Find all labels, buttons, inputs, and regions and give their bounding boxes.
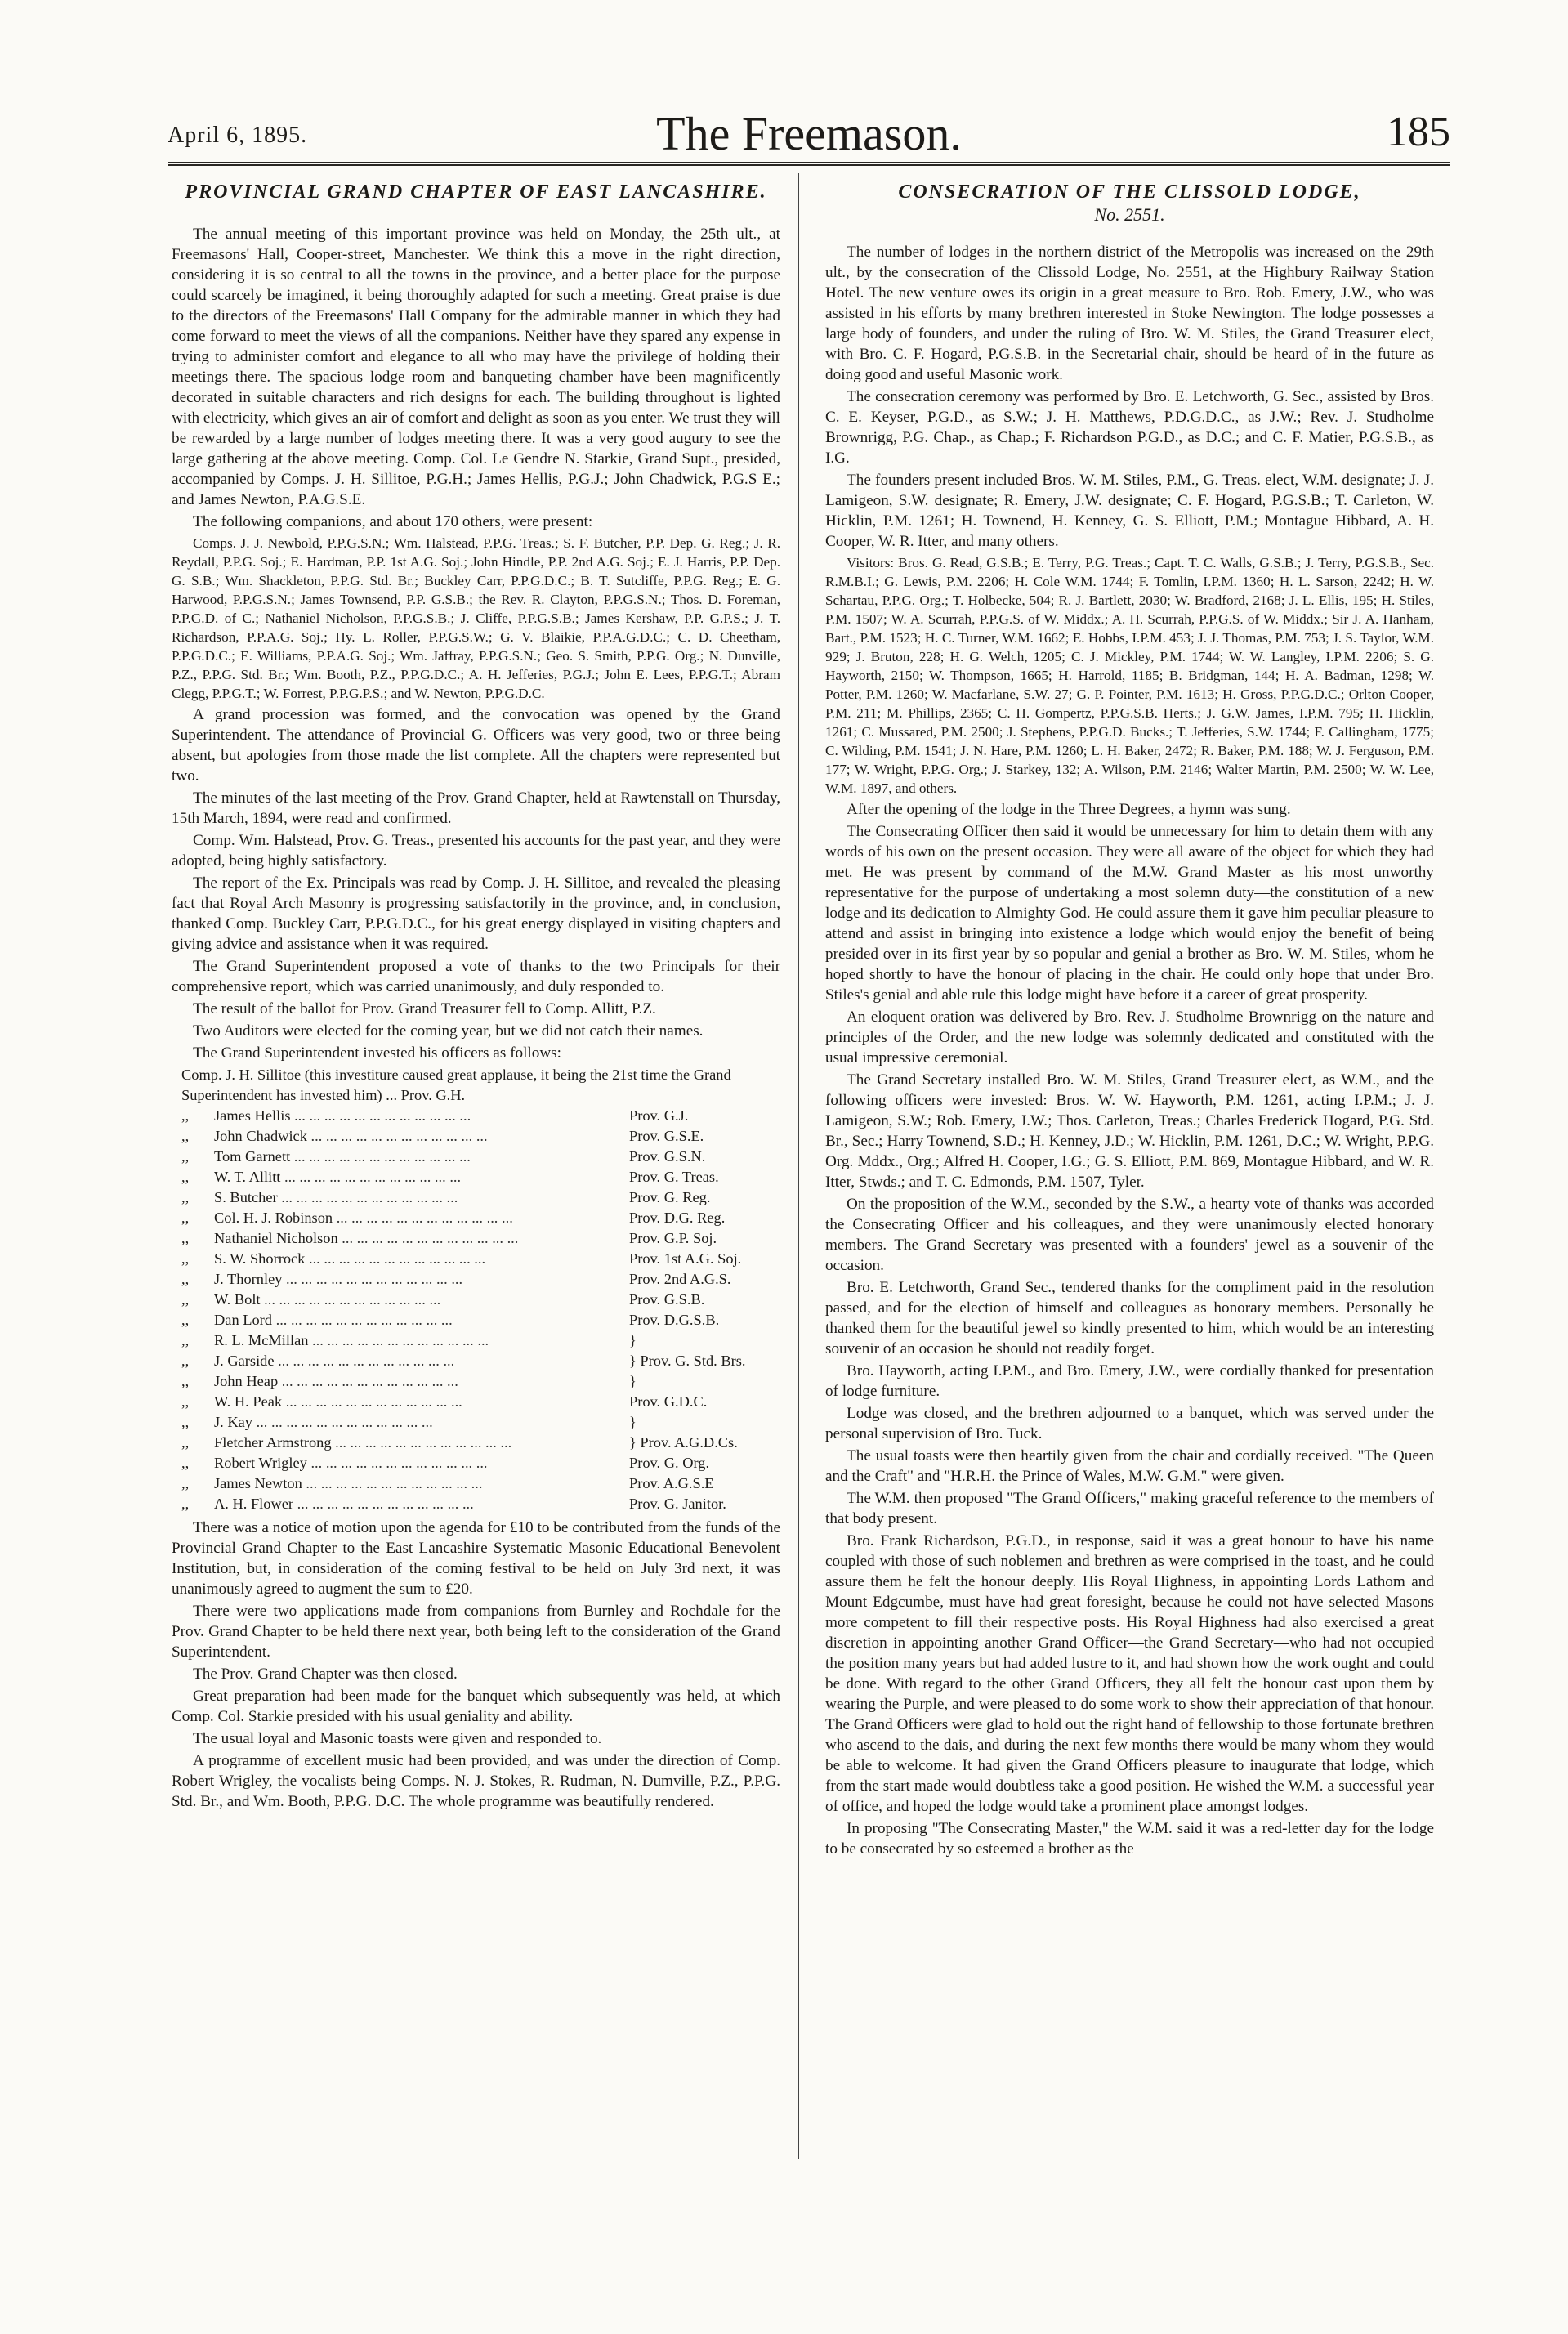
- column-divider: [798, 173, 799, 2159]
- officer-row: [172, 1249, 780, 1269]
- officer-row: [172, 1290, 780, 1310]
- officer-name: S. W. Shorrock ...: [214, 1249, 629, 1269]
- officer-name: A. H. Flower ...: [214, 1494, 629, 1514]
- ditto-mark: ,,: [181, 1271, 190, 1287]
- officer-office: Prov. G. Treas.: [629, 1169, 719, 1185]
- officer-name: J. Garside ...: [214, 1351, 629, 1371]
- officer-name: J. Kay ...: [214, 1412, 629, 1433]
- paragraph: The number of lodges in the northern district of the Metropolis was increased on the 29th ult., by the consecration of the Clissold Lodge, No. 2551, at the Highbury Railway Station Hotel. The new venture owes its origin in a great measure to Bro. Rob. Emery, J.W., who was assisted in his efforts by many brethren interested in Stoke Newington. The lodge possesses a large body of founders, and under the ruling of Bro. W. M. Stiles, the Grand Treasurer elect, with Bro. C. F. Hogard, P.G.S.B. in the Secretarial chair, should be heard of in the future as doing good and useful Masonic work.: [825, 244, 1434, 383]
- ditto-mark: ,,: [181, 1393, 190, 1410]
- ditto-mark: ,,: [181, 1475, 190, 1491]
- paragraph: The Grand Secretary installed Bro. W. M. Stiles, Grand Treasurer elect, as W.M., and the following officers were invested: Bros. W. W. Hayworth, P.M. 1261, acting I.P.M.; J. J. Lamigeon, S.W.; Rob. Emery, J.W.; Thos. Carleton, Treas.; Charles Frederick Hogard, P.G. Std. Br., Sec.; Harry Townend, S.D.; H. Kenney, J.D.; W. Hicklin, P.M. 1261, D.C.; W. Wright, P.P.G. Org. Mddx., Org.; Alfred H. Cooper, I.G.; G. S. Elliott, P.M. 869, Montague Hibbard, and W. R. Itter, Stwds.; and T. C. Edmonds, P.M. 1507, Tyler.: [825, 1071, 1434, 1191]
- ditto-mark: ,,: [181, 1353, 190, 1369]
- officer-name: James Hellis ...: [214, 1106, 629, 1126]
- officer-row: [172, 1208, 780, 1228]
- officer-office: }: [629, 1332, 637, 1348]
- officer-name: R. L. McMillan ...: [214, 1330, 629, 1351]
- officer-name: W. T. Allitt ...: [214, 1167, 629, 1187]
- ditto-mark: ,,: [181, 1148, 190, 1165]
- paragraph: The result of the ballot for Prov. Grand Treasurer fell to Comp. Allitt, P.Z.: [193, 1000, 656, 1017]
- paragraph: Comp. Wm. Halstead, Prov. G. Treas., presented his accounts for the past year, and they were adopted, being highly satisfactory.: [172, 832, 780, 870]
- officer-office: Prov. G. Reg.: [629, 1189, 711, 1205]
- ditto-mark: ,,: [181, 1332, 190, 1348]
- officer-row: [172, 1392, 780, 1412]
- masthead: [168, 105, 1450, 166]
- officer-office: Prov. D.G.S.B.: [629, 1312, 720, 1328]
- ditto-mark: ,,: [181, 1209, 190, 1226]
- paragraph: The annual meeting of this important province was held on Monday, the 25th ult., at Freemasons' Hall, Cooper-street, Manchester. We think this a move in the right direction, considering it is so central to all the towns in the province, and a better place for the purpose could scarcely be imagined, it being thoroughly adapted for such a meeting. Great praise is due to the directors of the Freemasons' Hall Company for the admirable manner in which they had come forward to meet the views of all the companions. Neither have they spared any expense in trying to administer comfort and elegance to all who may have the privilege of holding their meetings there. The spacious lodge room and banqueting chamber have been magnificently decorated in suitable characters and rich designs for each. The building throughout is lighted with electricity, which gives an air of comfort and delight as soon as you enter. We trust they will be rewarded by a large number of lodges meeting there. It was a very good augury to see the large gathering at the above meeting. Comp. Col. Le Gendre N. Starkie, Grand Supt., presided, accompanied by Comps. J. H. Sillitoe, P.G.H.; James Hellis, P.G.J.; John Chadwick, P.G.S E.; and James Newton, P.A.G.S.E.: [172, 226, 780, 508]
- paragraph: Bro. Hayworth, acting I.P.M., and Bro. Emery, J.W., were cordially thanked for presentation of lodge furniture.: [825, 1362, 1434, 1400]
- paragraph: A programme of excellent music had been provided, and was under the direction of Comp. Robert Wrigley, the vocalists being Comps. N. J. Stokes, R. Rudman, N. Dumville, P.Z., P.P.G. Std. Br., and Wm. Booth, P.P.G. D.C. The whole programme was beautifully rendered.: [172, 1752, 780, 1810]
- officer-name: James Newton ...: [214, 1473, 629, 1494]
- officer-office: } Prov. G. Std. Brs.: [629, 1353, 746, 1369]
- paragraph: There was a notice of motion upon the agenda for £10 to be contributed from the funds of the Provincial Grand Chapter to the East Lancashire Systematic Masonic Educational Benevolent Institution, but, in consideration of the coming festival to be held on July 3rd next, it was unanimously agreed to augment the sum to £20.: [172, 1519, 780, 1598]
- officer-row: [172, 1412, 780, 1433]
- article-subtitle: No. 2551.: [1094, 204, 1165, 225]
- officer-row: [172, 1126, 780, 1147]
- officer-row: [172, 1433, 780, 1453]
- paragraph: After the opening of the lodge in the Three Degrees, a hymn was sung.: [847, 801, 1291, 818]
- article-title: PROVINCIAL GRAND CHAPTER OF EAST LANCASHIRE.: [185, 181, 767, 203]
- officer-office: Prov. D.G. Reg.: [629, 1209, 726, 1226]
- paragraph: The minutes of the last meeting of the Prov. Grand Chapter, held at Rawtenstall on Thursday, 15th March, 1894, were read and confirmed.: [172, 789, 780, 827]
- officer-row: [172, 1167, 780, 1187]
- officer-row: [172, 1187, 780, 1208]
- paragraph: The following companions, and about 170 others, were present:: [193, 513, 593, 530]
- paragraph: The Prov. Grand Chapter was then closed.: [193, 1666, 458, 1683]
- officer-office: Prov. G.J.: [629, 1107, 689, 1124]
- officer-name: Robert Wrigley ...: [214, 1453, 629, 1473]
- paragraph: The founders present included Bros. W. M. Stiles, P.M., G. Treas. elect, W.M. designate; J. J. Lamigeon, S.W. designate; R. Emery, J.W. designate; C. F. Hogard, P.G.S.B.; T. Carleton, W. Hicklin, P.M. 1261; H. Townend, H. Kenney, G. S. Elliott, P.M.; Montague Hibbard, A. H. Cooper, W. R. Itter, and many others.: [825, 472, 1434, 550]
- paragraph: The usual toasts were then heartily given from the chair and cordially received. "The Queen and the Craft" and "H.R.H. the Prince of Wales, M.W. G.M." were given.: [825, 1447, 1434, 1485]
- visitors-list: Visitors: Bros. G. Read, G.S.B.; E. Terry, P.G. Treas.; Capt. T. C. Walls, G.S.B.; J. Terry, P.G.S.B., Sec. R.M.B.I.; G. Lewis, P.M. 2206; H. Cole W.M. 1744; F. Tomlin, I.P.M. 1360; H. L. Sarson, 2242; H. W. Schartau, P.P.G. Org.; T. Holbecke, 504; R. J. Bartlett, 2030; W. Bradford, 2168; J. L. Ellis, 195; H. Stiles, P.M. 1507; W. A. Scurrah, P.P.G.S. of W. Middx.; A. H. Scurrah, P.P.G.S. of W. Middx.; Sir J. A. Hanham, Bart., P.M. 1523; H. C. Turner, W.M. 1662; E. Hobbs, I.P.M. 453; J. J. Thomas, P.M. 753; J. S. Taylor, W.M. 929; J. Bruton, 228; H. G. Welch, 1205; C. J. Mickley, P.M. 1744; W. W. Langley, I.P.M. 2206; S. G. Hayworth, 2150; W. Thompson, 1665; H. Harrold, 1185; B. Bridgman, 144; H. A. Badman, 1298; W. Potter, P.M. 1260; W. Macfarlane, S.W. 27; G. P. Pointer, P.M. 1613; H. Gross, P.P.G.D.C.; Orlton Cooper, P.M. 211; M. Phillips, 2365; C. H. Gompertz, P.P.G.S.B. Herts.; J. G.W. James, I.P.M. 795; H. Hicklin, 1261; C. Mussared, P.M. 2500; J. Stephens, P.P.G.D. Bucks.; T. Jefferies, S.W. 1744; F. Callingham, 1775; C. Wilding, P.M. 1541; J. N. Hare, P.M. 1260; L. H. Baker, 2472; R. Baker, P.M. 188; W. J. Ferguson, P.M. 177; W. Wright, P.P.G. Org.; J. Starkey, 132; A. Wilson, P.M. 2146; Walter Martin, P.M. 2500; W. W. Lee, W.M. 1897, and others.: [825, 555, 1434, 796]
- officer-name: John Heap ...: [214, 1371, 629, 1392]
- ditto-mark: ,,: [181, 1250, 190, 1267]
- paragraph: The usual loyal and Masonic toasts were given and responded to.: [193, 1730, 602, 1747]
- officer-office: Prov. 1st A.G. Soj.: [629, 1250, 742, 1267]
- officer-office: Prov. 2nd A.G.S.: [629, 1271, 731, 1287]
- officer-name: John Chadwick ...: [214, 1126, 629, 1147]
- officer-row: [172, 1371, 780, 1392]
- paragraph: An eloquent oration was delivered by Bro. Rev. J. Studholme Brownrigg on the nature and principles of the Order, and the new lodge was solemnly dedicated and constituted with the usual impressive ceremonial.: [825, 1008, 1434, 1066]
- officer-row: [172, 1351, 780, 1371]
- officer-name: Col. H. J. Robinson ...: [214, 1208, 629, 1228]
- paragraph: The report of the Ex. Principals was read by Comp. J. H. Sillitoe, and revealed the pleasing fact that Royal Arch Masonry is progressing satisfactorily in the province, and, in conclusion, thanked Comp. Buckley Carr, P.P.G.D.C., for his great energy displayed in visiting chapters and giving advice and assistance when it was required.: [172, 874, 780, 953]
- paragraph: Bro. Frank Richardson, P.G.D., in response, said it was a great honour to have his name coupled with those of such noblemen and brethren as were comprised in the toast, and he could assure them he felt the honour deeply. His Royal Highness, in appointing Lords Lathom and Mount Edgcumbe, must have had great foresight, because he could not have selected Masons more competent to fill their respective posts. His Royal Highness had also exercised a great discretion in appointing another Grand Officer—the Grand Secretary—who had not occupied the position many years but had added lustre to it, and had shown how the work ought and could be done. With regard to the other Grand Officers, they all felt the honour cast upon them by wearing the Purple, and were pleased to do some work to show their appreciation of that honour. The Grand Officers were glad to hold out the right hand of fellowship to those fortunate brethren who ascend to the dais, and during the next few months there would be many whom they would be able to welcome. It had given the Grand Officers pleasure to inaugurate that lodge, which from the start made would doubtless take a good position. He wished the W.M. a successful year of office, and hoped the lodge would take a prominent place amongst lodges.: [825, 1532, 1434, 1815]
- officer-name: S. Butcher ...: [214, 1187, 629, 1208]
- paragraph: The Grand Superintendent proposed a vote of thanks to the two Principals for their comprehensive report, which was carried unanimously, and duly responded to.: [172, 958, 780, 995]
- ditto-mark: ,,: [181, 1169, 190, 1185]
- issue-date: April 6, 1895.: [168, 123, 308, 148]
- officer-name: Nathaniel Nicholson ...: [214, 1228, 629, 1249]
- officer-office: Prov. G.S.B.: [629, 1291, 705, 1308]
- officer-row: [172, 1310, 780, 1330]
- ditto-mark: ,,: [181, 1189, 190, 1205]
- paragraph: Bro. E. Letchworth, Grand Sec., tendered thanks for the compliment paid in the resolution passed, and for the election of himself and colleagues as honorary members. Personally he thanked them for the beautiful jewel so kindly presented to him, which would be an interesting souvenir of an occasion he should not readily forget.: [825, 1279, 1434, 1357]
- officer-row: [172, 1473, 780, 1494]
- paragraph: In proposing "The Consecrating Master," the W.M. said it was a red-letter day for the lodge to be consecrated by so esteemed a brother as the: [825, 1820, 1434, 1858]
- paragraph: The W.M. then proposed "The Grand Officers," making graceful reference to the members of that body present.: [825, 1490, 1434, 1527]
- officer-name: Fletcher Armstrong ...: [214, 1433, 629, 1453]
- officer-name: W. H. Peak ...: [214, 1392, 629, 1412]
- officer-name: W. Bolt ...: [214, 1290, 629, 1310]
- ditto-mark: ,,: [181, 1496, 190, 1512]
- ditto-mark: ,,: [181, 1291, 190, 1308]
- paragraph: Great preparation had been made for the banquet which subsequently was held, at which Comp. Col. Starkie presided with his usual geniality and ability.: [172, 1688, 780, 1725]
- officer-office: Prov. G. Org.: [629, 1455, 710, 1471]
- officer-office: }: [629, 1373, 637, 1389]
- article-provincial-grand-chapter: [172, 180, 780, 2157]
- paragraph: Lodge was closed, and the brethren adjourned to a banquet, which was served under the personal supervision of Bro. Tuck.: [825, 1405, 1434, 1442]
- officer-row: [172, 1494, 780, 1514]
- ditto-mark: ,,: [181, 1312, 190, 1328]
- ditto-mark: ,,: [181, 1128, 190, 1144]
- officer-name: Dan Lord ...: [214, 1310, 629, 1330]
- article-clissold-lodge: [825, 180, 1434, 2157]
- officer-office: Prov. A.G.S.E: [629, 1475, 714, 1491]
- ditto-mark: ,,: [181, 1434, 190, 1451]
- officer-row: [172, 1147, 780, 1167]
- paragraph: The consecration ceremony was performed by Bro. E. Letchworth, G. Sec., assisted by Bros. C. E. Keyser, P.G.D., as S.W.; J. H. Matthews, P.D.G.D.C., as J.W.; Rev. J. Studholme Brownrigg, P.G. Chap., as Chap.; F. Richardson P.G.D., as D.C.; and C. F. Matier, P.G.S.B., as I.G.: [825, 388, 1434, 467]
- officer-row: [172, 1106, 780, 1126]
- officer-office: Prov. G.S.N.: [629, 1148, 706, 1165]
- paragraph: There were two applications made from companions from Burnley and Rochdale for the Prov. Grand Chapter to be held there next year, both being left to the consideration of the Grand Superintendent.: [172, 1603, 780, 1661]
- officer-office: } Prov. A.G.D.Cs.: [629, 1434, 738, 1451]
- ditto-mark: ,,: [181, 1455, 190, 1471]
- officer-office: Prov. G.P. Soj.: [629, 1230, 717, 1246]
- article-title: CONSECRATION OF THE CLISSOLD LODGE,: [898, 181, 1361, 203]
- paragraph: Two Auditors were elected for the coming year, but we did not catch their names.: [193, 1022, 704, 1040]
- newspaper-title: The Freemason.: [656, 107, 962, 160]
- officer-office: }: [629, 1414, 637, 1430]
- ditto-mark: ,,: [181, 1373, 190, 1389]
- ditto-mark: ,,: [181, 1107, 190, 1124]
- officers-intro: Comp. J. H. Sillitoe (this investiture caused great applause, it being the 21st time the Grand Superintendent has invested him) ... Prov. G.H.: [181, 1066, 731, 1103]
- officer-name: J. Thornley ...: [214, 1269, 629, 1290]
- officer-office: Prov. G.D.C.: [629, 1393, 708, 1410]
- officer-rows: [172, 1106, 780, 1514]
- paragraph: The Grand Superintendent invested his officers as follows:: [193, 1044, 561, 1062]
- officer-row: [172, 1269, 780, 1290]
- officer-office: Prov. G. Janitor.: [629, 1496, 726, 1512]
- paragraph: The Consecrating Officer then said it would be unnecessary for him to detain them with any words of his own on the present occasion. They were all aware of the object for which they had met. He was present by command of the M.W. Grand Master as his most unworthy representative for the purpose of undertaking a most solemn duty—the constitution of a new lodge and its dedication to Almighty God. He could assure them it gave him peculiar pleasure to attend and assist in bringing into existence a lodge which would enjoy the benefit of being presided over in its first year by so popular and genial a brother as Bro. W. M. Stiles, whom he hoped shortly to have the honour of placing in the chair. He could only hope that under Bro. Stiles's genial and able rule this lodge might have before it a career of great prosperity.: [825, 823, 1434, 1004]
- officers-list: [172, 1065, 780, 1514]
- officer-row: [172, 1453, 780, 1473]
- officer-row: [172, 1228, 780, 1249]
- officer-office: Prov. G.S.E.: [629, 1128, 704, 1144]
- paragraph: On the proposition of the W.M., seconded by the S.W., a hearty vote of thanks was accorded the Consecrating Officer and his colleagues, and they were unanimously elected honorary members. The Grand Secretary was presented with a founders' jewel as a souvenir of the occasion.: [825, 1196, 1434, 1274]
- officer-row: [172, 1330, 780, 1351]
- ditto-mark: ,,: [181, 1230, 190, 1246]
- paragraph: A grand procession was formed, and the convocation was opened by the Grand Superintendent. The attendance of Provincial G. Officers was very good, two or three being absent, but apologies from those made the list complete. All the chapters were represented but two.: [172, 706, 780, 785]
- page-number: 185: [1387, 109, 1450, 155]
- attendance-list: Comps. J. J. Newbold, P.P.G.S.N.; Wm. Halstead, P.P.G. Treas.; S. F. Butcher, P.P. Dep. G. Reg.; J. R. Reydall, P.P.G. Soj.; E. Hardman, P.P. 1st A.G. Soj.; John Hindle, P.P. 2nd A.G. Soj.; E. J. Harris, P.P. Dep. G. S.B.; Wm. Shackleton, P.P.G. Std. Br.; Buckley Carr, P.P.G.D.C.; B. T. Sutcliffe, P.P.G. Reg.; E. G. Harwood, P.P.G.S.N.; James Townsend, P.P. G.S.B.; the Rev. R. Clayton, P.P.G.S.N.; Thos. D. Foreman, P.P.G.D. of C.; Nathaniel Nicholson, P.P.G.S.B.; J. Cliffe, P.P.G.S.B.; James Kershaw, P.P. G.P.S.; J. T. Richardson, P.P.A.G. Soj.; Hy. L. Roller, P.P.G.S.W.; G. V. Blaikie, P.P.A.G.D.C.; C. D. Cheetham, P.P.G.D.C.; E. Williams, P.P.A.G. Soj.; Wm. Jaffray, P.P.G.S.N.; Geo. S. Smith, P.P.G. Org.; N. Dunville, P.Z., P.P.G. Std. Br.; Wm. Booth, P.Z., P.P.G.D.C.; A. H. Jefferies, P.G.J.; John E. Lees, P.P.G.T.; Abram Clegg, P.P.G.T.; W. Forrest, P.P.G.P.S.; and W. Newton, P.P.G.D.C.: [172, 535, 780, 701]
- ditto-mark: ,,: [181, 1414, 190, 1430]
- officer-name: Tom Garnett ...: [214, 1147, 629, 1167]
